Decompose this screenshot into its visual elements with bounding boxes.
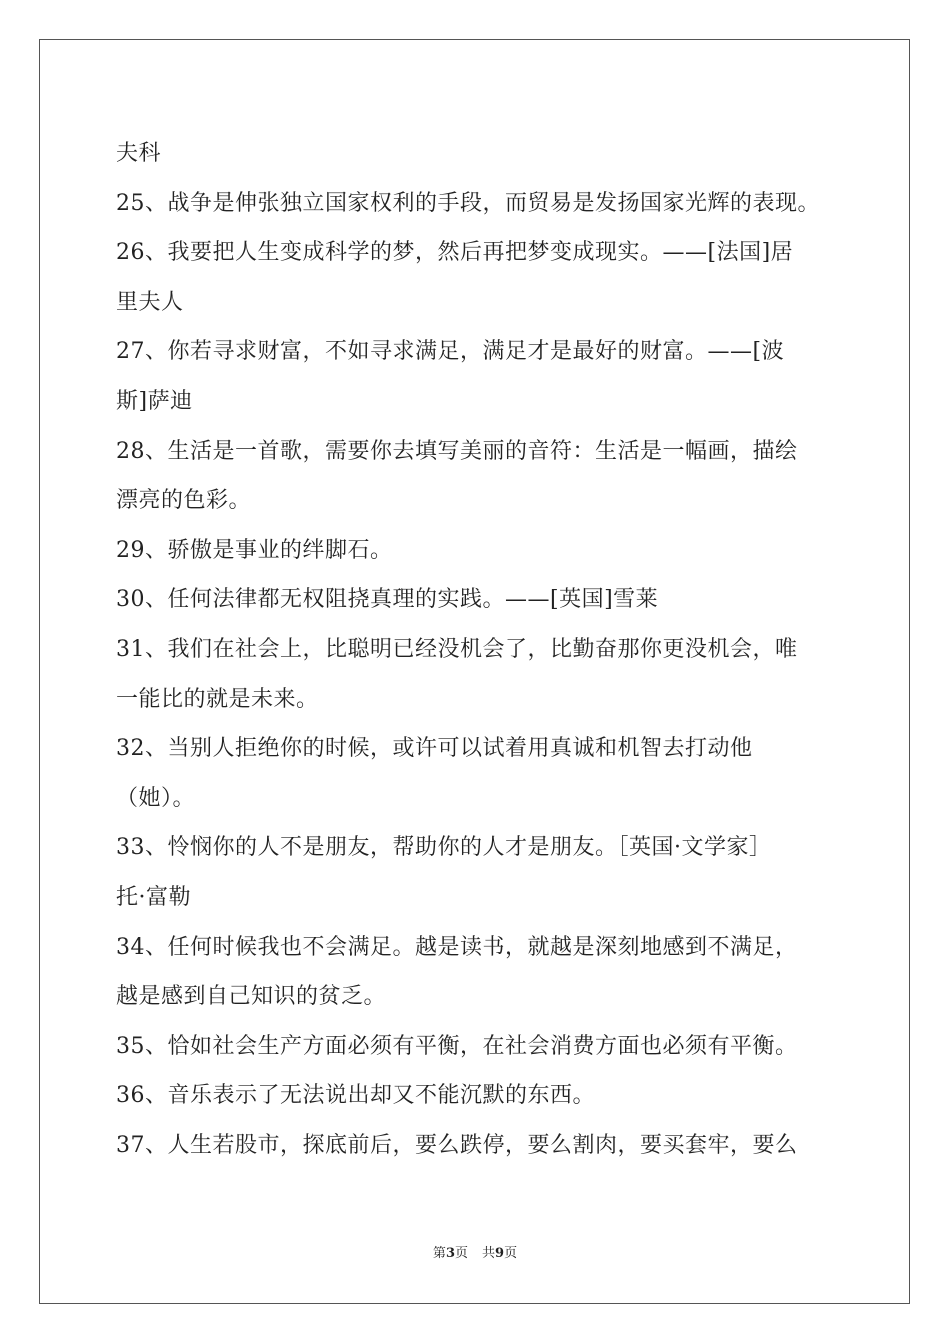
text-line: 29、骄傲是事业的绊脚石。	[116, 537, 393, 563]
total-suffix: 页	[504, 1246, 518, 1261]
page-suffix: 页	[454, 1246, 468, 1261]
text-line: 34、任何时候我也不会满足。越是读书，就越是深刻地感到不满足，	[116, 934, 798, 960]
text-line: 26、我要把人生变成科学的梦，然后再把梦变成现实。——[法国]居	[116, 240, 794, 266]
text-line: 36、音乐表示了无法说出却又不能沉默的东西。	[116, 1083, 595, 1109]
text-line: 漂亮的色彩。	[116, 488, 252, 514]
total-pages: 9	[495, 1246, 505, 1261]
text-line: 33、怜悯你的人不是朋友，帮助你的人才是朋友。［英国·文学家］	[116, 835, 772, 861]
text-line: （她）。	[116, 785, 196, 811]
text-line: 31、我们在社会上，比聪明已经没机会了，比勤奋那你更没机会，唯	[116, 636, 798, 662]
text-line: 28、生活是一首歌，需要你去填写美丽的音符：生活是一幅画，描绘	[116, 438, 798, 464]
text-line: 30、任何法律都无权阻挠真理的实践。——[英国]雪莱	[116, 587, 659, 613]
text-line: 越是感到自己知识的贫乏。	[116, 984, 387, 1010]
text-line: 斯]萨迪	[116, 388, 193, 414]
text-line: 37、人生若股市，探底前后，要么跌停，要么割肉，要买套牢，要么	[116, 1132, 798, 1158]
document-body	[116, 129, 846, 1170]
total-prefix: 共	[482, 1246, 496, 1261]
text-line: 35、恰如社会生产方面必须有平衡，在社会消费方面也必须有平衡。	[116, 1033, 798, 1059]
page-prefix: 第	[432, 1246, 446, 1261]
page-footer	[0, 1245, 950, 1263]
text-line: 27、你若寻求财富，不如寻求满足，满足才是最好的财富。——[波	[116, 339, 785, 365]
page-number: 3	[445, 1246, 455, 1261]
text-line: 一能比的就是未来。	[116, 686, 319, 712]
text-line: 托·富勒	[116, 884, 191, 910]
text-line: 25、战争是伸张独立国家权利的手段，而贸易是发扬国家光辉的表现。	[116, 190, 820, 216]
text-line: 32、当别人拒绝你的时候，或许可以试着用真诚和机智去打动他	[116, 736, 753, 762]
text-line: 里夫人	[116, 289, 184, 315]
text-line: 夫科	[116, 141, 162, 166]
